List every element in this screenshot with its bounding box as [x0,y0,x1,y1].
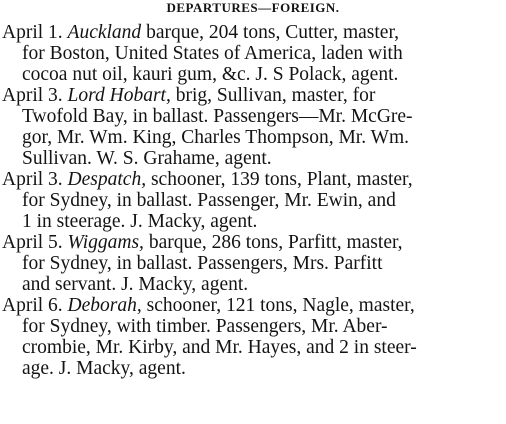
entry-line: Sullivan. W. S. Grahame, agent. [22,148,272,169]
entry-line: 1 in steerage. J. Macky, agent. [22,211,258,232]
entry-line: cocoa nut oil, kauri gum, &c. J. S Polack, agent. [22,64,399,85]
entry-first-line [2,22,504,43]
entry-date: April 1. [2,22,63,43]
vessel-name: Wiggams, [67,232,144,253]
entry-line: for Sydney, in ballast. Passengers, Mrs. Parfitt [22,253,383,274]
entry-date: April 6. [2,295,63,316]
entry-first-line [2,85,504,106]
entry-date: April 3. [2,85,63,106]
entry-text: schooner, 121 tons, Nagle, master, [141,295,415,316]
departure-entry-auckland [2,22,504,85]
departure-entry-deborah [2,295,504,379]
departure-entry-lord-hobart [2,85,504,169]
entry-line: age. J. Macky, agent. [22,358,186,379]
entry-text: brig, Sullivan, master, for [170,85,376,106]
vessel-name: Despatch, [67,169,147,190]
entry-text: schooner, 139 tons, Plant, master, [146,169,413,190]
section-heading: DEPARTURES—FOREIGN. [166,0,340,15]
entry-text: barque, 204 tons, Cutter, master, [141,22,400,43]
departure-entry-despatch [2,169,504,232]
entry-line: and servant. J. Macky, agent. [22,274,249,295]
entry-text: barque, 286 tons, Parfitt, master, [143,232,403,253]
vessel-name: Auckland [67,22,142,43]
entry-line: for Sydney, with timber. Passengers, Mr. Aber- [22,316,388,337]
entry-line: crombie, Mr. Kirby, and Mr. Hayes, and 2 in steer- [22,337,417,358]
vessel-name: Lord Hobart, [67,85,171,106]
vessel-name: Deborah, [67,295,142,316]
entry-first-line [2,232,504,253]
entry-first-line [2,295,504,316]
entry-date: April 3. [2,169,63,190]
entry-date: April 5. [2,232,63,253]
entry-line: for Sydney, in ballast. Passenger, Mr. Ewin, and [22,190,396,211]
entry-line: for Boston, United States of America, laden with [22,43,403,64]
entry-line: Twofold Bay, in ballast. Passengers—Mr. McGre- [22,106,413,127]
entry-first-line [2,169,504,190]
departure-entry-wiggams [2,232,504,295]
entry-line: gor, Mr. Wm. King, Charles Thompson, Mr. Wm. [22,127,410,148]
